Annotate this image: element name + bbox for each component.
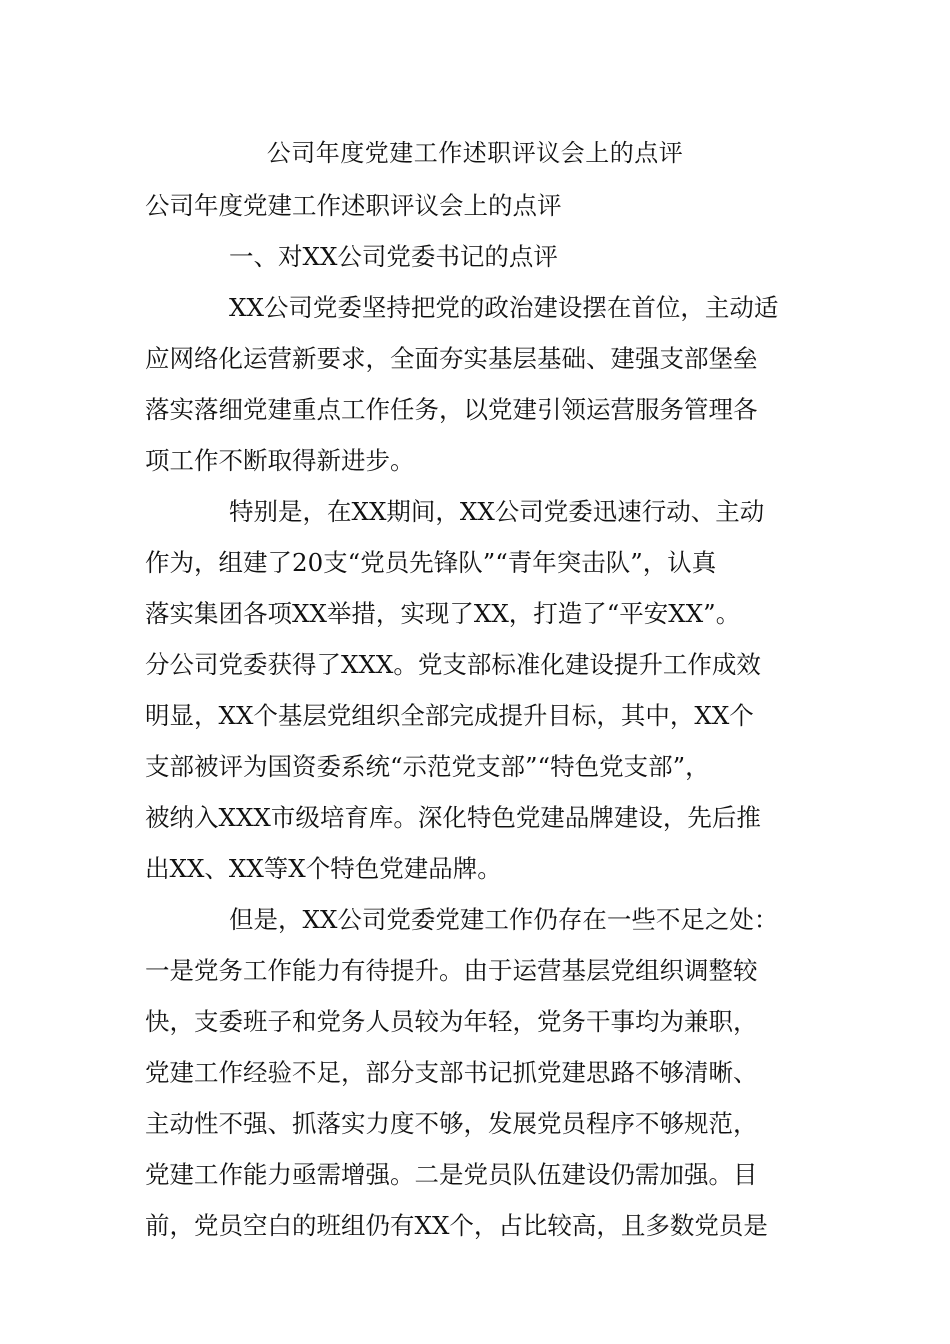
paragraph-line: 明显，XX个基层党组织全部完成提升目标，其中，XX个 — [145, 701, 754, 730]
paragraph-line: 快，支委班子和党务人员较为年轻，党务干事均为兼职， — [145, 1007, 758, 1036]
paragraph-line: 项工作不断取得新进步。 — [145, 446, 415, 475]
paragraph-line: 一是党务工作能力有待提升。由于运营基层党组织调整较 — [145, 956, 758, 985]
paragraph-1 — [145, 282, 807, 486]
document-title: 公司年度党建工作述职评议会上的点评 — [266, 139, 684, 167]
paragraph-line: 党建工作经验不足，部分支部书记抓党建思路不够清晰、 — [145, 1058, 758, 1087]
paragraph-line: 但是，XX公司党委党建工作仍存在一些不足之处： — [229, 905, 779, 934]
paragraph-line: 被纳入XXX市级培育库。深化特色党建品牌建设，先后推 — [145, 803, 761, 832]
paragraph-line: 落实落细党建重点工作任务，以党建引领运营服务管理各 — [145, 395, 758, 424]
paragraph-line: 特别是，在XX期间，XX公司党委迅速行动、主动 — [229, 497, 765, 526]
document-subtitle: 公司年度党建工作述职评议会上的点评 — [145, 191, 562, 220]
paragraph-2 — [145, 486, 807, 894]
paragraph-3 — [145, 894, 807, 1251]
paragraph-line: 前，党员空白的班组仍有XX个，占比较高，且多数党员是 — [145, 1211, 768, 1240]
paragraph-line: 落实集团各项XX举措，实现了XX，打造了“平安XX”。 — [145, 599, 741, 628]
paragraph-line: 出XX、XX等X个特色党建品牌。 — [145, 854, 502, 883]
paragraph-line: 支部被评为国资委系统“示范党支部”“特色党支部”， — [145, 752, 710, 781]
paragraph-line: XX公司党委坚持把党的政治建设摆在首位，主动适 — [229, 293, 779, 322]
document-body — [145, 180, 807, 1251]
paragraph-line: 党建工作能力亟需增强。二是党员队伍建设仍需加强。目 — [145, 1160, 758, 1189]
paragraph-line: 作为，组建了20支“党员先锋队”“青年突击队”，认真 — [145, 548, 717, 577]
section-heading: 一、对XX公司党委书记的点评 — [229, 242, 558, 271]
paragraph-line: 应网络化运营新要求，全面夯实基层基础、建强支部堡垒 — [145, 344, 758, 373]
paragraph-line: 分公司党委获得了XXX。党支部标准化建设提升工作成效 — [145, 650, 761, 679]
paragraph-line: 主动性不强、抓落实力度不够，发展党员程序不够规范， — [145, 1109, 758, 1138]
